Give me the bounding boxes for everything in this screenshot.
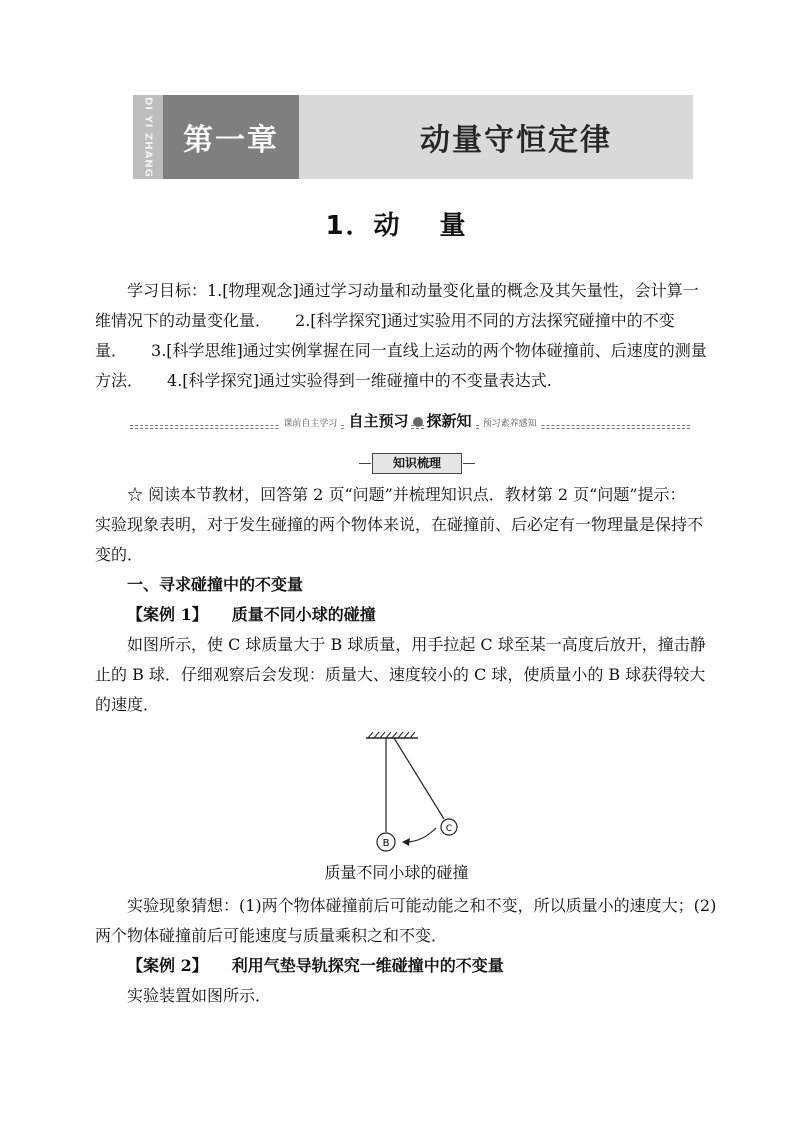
chapter-title: 动量守恒定律 bbox=[420, 123, 612, 158]
intro-paragraph bbox=[95, 480, 703, 570]
case-1-line-1: 如图所示，使 C 球质量大于 B 球质量，用手拉起 C 球至某一高度后放开，撞击静 bbox=[127, 635, 706, 654]
case-1-label: 【案例 1】 bbox=[127, 605, 208, 624]
goal-line-3 bbox=[95, 336, 707, 366]
goal-4: 4.[科学探究]通过实验得到一维碰撞中的不变量表达式. bbox=[167, 371, 552, 390]
goal-2-start: 2.[科学探究]通过实验用不同的方法探究碰撞中的不变 bbox=[295, 311, 675, 330]
learning-goals bbox=[95, 276, 707, 396]
guess-line-2: 两个物体碰撞前后可能速度与质量乘积之和不变． bbox=[95, 926, 448, 945]
banner-side-strip bbox=[133, 95, 163, 179]
intro-line-2: 实验现象表明，对于发生碰撞的两个物体来说，在碰撞前、后必定有一物理量是保持不 bbox=[95, 515, 704, 534]
swing-arrow bbox=[406, 828, 436, 842]
separator-main-a: 自主预习 bbox=[348, 412, 409, 430]
goal-line-1: 学习目标：1.[物理观念]通过学习动量和动量变化量的概念及其矢量性，会计算一 bbox=[127, 281, 699, 300]
chapter-banner bbox=[133, 95, 693, 179]
intro-line-3: 变的． bbox=[95, 545, 144, 564]
case-1-heading bbox=[95, 600, 703, 630]
guess-and-case-2 bbox=[95, 891, 717, 1011]
case-1-line-3: 的速度． bbox=[95, 695, 160, 714]
ball-b-label: B bbox=[382, 838, 390, 849]
goal-1-end: 维情况下的动量变化量． bbox=[95, 311, 272, 330]
goal-2-end: 量． bbox=[95, 341, 128, 360]
goal-3-start: 3.[科学思维]通过实例掌握在同一直线上运动的两个物体碰撞前、后速度的测量 bbox=[151, 341, 707, 360]
section-separator bbox=[130, 410, 690, 432]
chapter-label: 第一章 bbox=[163, 95, 299, 179]
lesson-title-start: 1．动 bbox=[325, 211, 402, 241]
case-2-line: 实验装置如图所示． bbox=[127, 986, 272, 1005]
case-2-title: 利用气垫导轨探究一维碰撞中的不变量 bbox=[231, 956, 504, 975]
string-c bbox=[394, 738, 444, 819]
goal-line-4 bbox=[95, 366, 703, 396]
section-1-block bbox=[95, 570, 706, 720]
case-2-label: 【案例 2】 bbox=[127, 956, 208, 975]
guess-line-1: 实验现象猜想：(1)两个物体碰撞前后可能动能之和不变，所以质量小的速度大；(2) bbox=[127, 896, 717, 915]
goal-3-end: 方法． bbox=[95, 371, 144, 390]
case-2-heading bbox=[95, 951, 703, 981]
knowledge-box-label: 知识梳理 bbox=[372, 453, 462, 474]
separator-left-text: 课前自主学习 bbox=[279, 419, 341, 429]
ceiling-hatch bbox=[366, 732, 418, 738]
goal-line-2 bbox=[95, 306, 703, 336]
lesson-title-end: 量 bbox=[439, 211, 468, 241]
section-1-heading: 一、寻求碰撞中的不变量 bbox=[127, 575, 304, 594]
intro-line-1: ☆ 阅读本节教材，回答第 2 页“问题”并梳理知识点．教材第 2 页“问题”提示： bbox=[127, 485, 686, 504]
pendulum-figure bbox=[356, 728, 476, 858]
case-1-line-2: 止的 B 球．仔细观察后会发现：质量大、速度较小的 C 球，使质量小的 B 球获得较大 bbox=[95, 665, 706, 684]
banner-side-text: DI YI ZHANG bbox=[142, 96, 154, 178]
lesson-title bbox=[0, 205, 793, 242]
separator-dot-icon bbox=[413, 417, 423, 427]
ball-c-label: C bbox=[445, 824, 453, 834]
separator-right-text: 预习素养感知 bbox=[479, 419, 541, 429]
separator-main-b: 探新知 bbox=[426, 412, 472, 430]
swing-arrowhead-icon bbox=[402, 838, 410, 846]
case-1-title: 质量不同小球的碰撞 bbox=[231, 605, 376, 624]
figure-caption: 质量不同小球的碰撞 bbox=[324, 863, 469, 882]
